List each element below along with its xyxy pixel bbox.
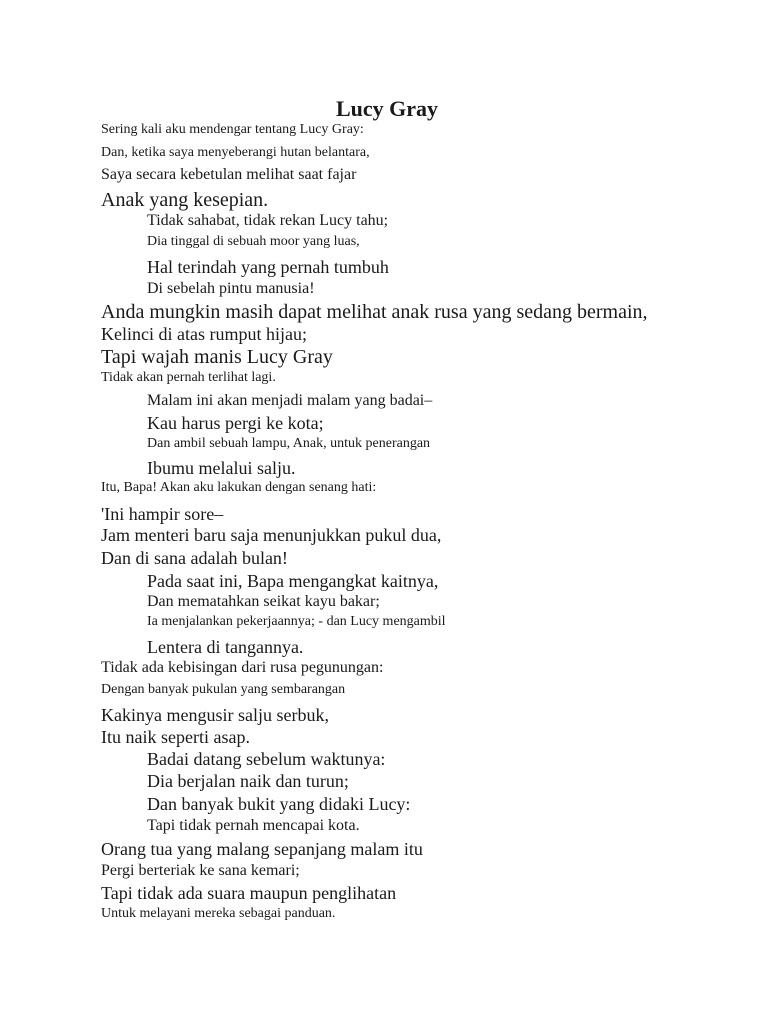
poem-line: Anda mungkin masih dapat melihat anak rusa yang sedang bermain, bbox=[101, 301, 648, 323]
poem-line: Sering kali aku mendengar tentang Lucy Gray: bbox=[101, 122, 364, 137]
poem-line: Anak yang kesepian. bbox=[101, 189, 269, 211]
poem-line: Tidak ada kebisingan dari rusa pegunungan: bbox=[101, 659, 384, 676]
poem-line: Lentera di tangannya. bbox=[147, 637, 304, 657]
poem-line: Dan mematahkan seikat kayu bakar; bbox=[147, 593, 380, 610]
poem-line: Tidak akan pernah terlihat lagi. bbox=[101, 370, 276, 385]
poem-line: Itu, Bapa! Akan aku lakukan dengan senang hati: bbox=[101, 480, 377, 495]
poem-line: Di sebelah pintu manusia! bbox=[147, 280, 315, 297]
poem-line: Dengan banyak pukulan yang sembarangan bbox=[101, 682, 346, 697]
poem-line: Pada saat ini, Bapa mengangkat kaitnya, bbox=[147, 571, 439, 591]
poem-line: Dan, ketika saya menyeberangi hutan belantara, bbox=[101, 145, 370, 160]
poem-line: Kakinya mengusir salju serbuk, bbox=[101, 705, 329, 725]
poem-line: Ia menjalankan pekerjaannya; - dan Lucy mengambil bbox=[147, 614, 446, 629]
poem-title: Lucy Gray bbox=[335, 96, 439, 121]
poem-line: Kelinci di atas rumput hijau; bbox=[101, 324, 307, 344]
poem-line: Malam ini akan menjadi malam yang badai– bbox=[147, 392, 433, 409]
poem-line: Badai datang sebelum waktunya: bbox=[147, 749, 386, 769]
poem-line: Dia tinggal di sebuah moor yang luas, bbox=[147, 234, 360, 249]
poem-line: Itu naik seperti asap. bbox=[101, 727, 250, 747]
poem-line: Dan ambil sebuah lampu, Anak, untuk penerangan bbox=[147, 436, 431, 451]
poem-line: Pergi berteriak ke sana kemari; bbox=[101, 862, 300, 879]
poem-line: Kau harus pergi ke kota; bbox=[147, 413, 324, 433]
poem-line: Jam menteri baru saja menunjukkan pukul dua, bbox=[101, 525, 442, 545]
poem-line: Tidak sahabat, tidak rekan Lucy tahu; bbox=[147, 212, 389, 229]
poem-line: Hal terindah yang pernah tumbuh bbox=[147, 257, 389, 277]
poem-line: Saya secara kebetulan melihat saat fajar bbox=[101, 166, 357, 183]
poem-line: Untuk melayani mereka sebagai panduan. bbox=[101, 906, 336, 921]
poem-line: Dan di sana adalah bulan! bbox=[101, 548, 288, 568]
poem-line: 'Ini hampir sore– bbox=[101, 504, 224, 524]
poem-line: Dan banyak bukit yang didaki Lucy: bbox=[147, 794, 411, 814]
poem-line: Orang tua yang malang sepanjang malam itu bbox=[101, 839, 423, 859]
poem-line: Tapi tidak pernah mencapai kota. bbox=[147, 817, 360, 834]
poem-line: Ibumu melalui salju. bbox=[147, 458, 296, 478]
poem-line: Tapi tidak ada suara maupun penglihatan bbox=[101, 883, 397, 903]
poem-line: Tapi wajah manis Lucy Gray bbox=[101, 346, 333, 368]
poem-line: Dia berjalan naik dan turun; bbox=[147, 771, 349, 791]
